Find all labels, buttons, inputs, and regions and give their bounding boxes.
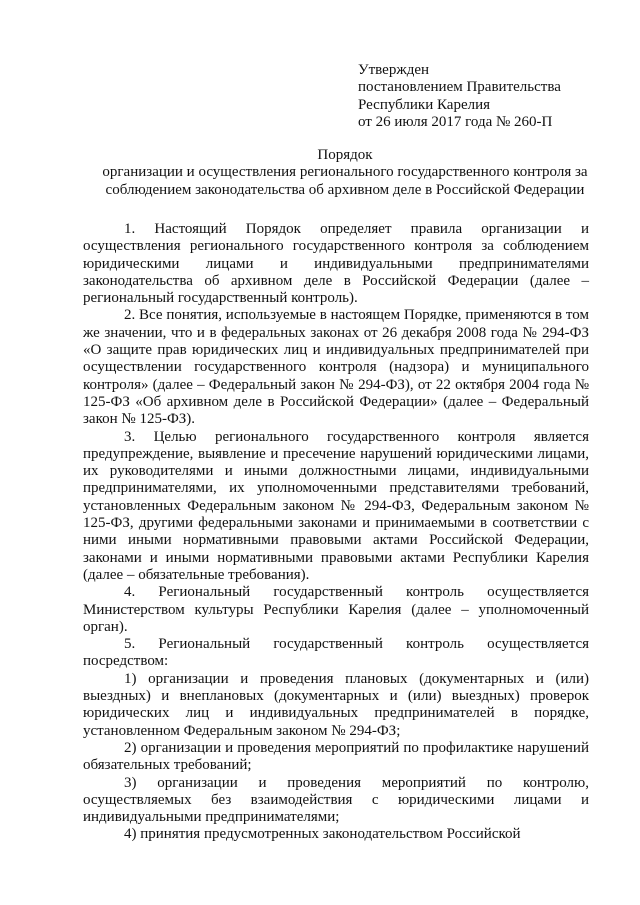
document-title bbox=[80, 147, 610, 199]
subitem-4: 4) принятия предусмотренных законодательством Российской bbox=[124, 826, 521, 843]
paragraph-1: 1. Настоящий Порядок определяет правила организации и осуществления регионального государственного контроля за соблюдением юридическими лицами и индивидуальными предпринимателями законодательства об архивном деле в Российской Федерации (далее – региональный государственный контроль). bbox=[83, 221, 589, 307]
approval-line: Республики Карелия bbox=[358, 96, 491, 113]
approval-line: от 26 июля 2017 года № 260-П bbox=[358, 113, 553, 130]
paragraph-4: 4. Региональный государственный контроль осуществляется Министерством культуры Республики Карелия (далее – уполномоченный орган). bbox=[83, 584, 589, 635]
approval-line: Утвержден bbox=[358, 62, 430, 78]
paragraph-3: 3. Целью регионального государственного контроля является предупреждение, выявление и пресечение нарушений юридическими лицами, их руководителями и иными должностными лицами, индивидуальными предпринимателями, их уполномоченными представителями требований, установленных Федеральным законом № 294-ФЗ, Федеральным законом № 125-ФЗ, другими федеральными законами и принимаемыми в соответствии с ними иными нормативными правовыми актами Российской Федерации, законами и иными нормативными правовыми актами Республики Карелия (далее – обязательные требования). bbox=[83, 428, 589, 583]
paragraph-2: 2. Все понятия, используемые в настоящем Порядке, применяются в том же значении, что и в федеральных законах от 26 декабря 2008 года № 294-ФЗ «О защите прав юридических лиц и индивидуальных предпринимателей при осуществлении государственного контроля (надзора) и муниципального контроля» (далее – Федеральный закон № 294-ФЗ), от 22 октября 2004 года № 125-ФЗ «Об архивном деле в Российской Федерации» (далее – Федеральный закон № 125-ФЗ). bbox=[83, 307, 589, 428]
title-line: соблюдением законодательства об архивном деле в Российской Федерации bbox=[105, 181, 585, 198]
title-line: организации и осуществления регионального государственного контроля за bbox=[102, 164, 588, 181]
subitem-2: 2) организации и проведения мероприятий по профилактике нарушений обязательных требований; bbox=[83, 739, 589, 774]
subitem-3: 3) организации и проведения мероприятий по контролю, осуществляемых без взаимодействия с юридическими лицами и индивидуальными предпринимателями; bbox=[83, 774, 589, 826]
approval-line: постановлением Правительства bbox=[358, 79, 561, 96]
approval-stamp bbox=[358, 62, 628, 131]
paragraph-5: 5. Региональный государственный контроль осуществляется посредством: bbox=[83, 636, 589, 670]
document-body bbox=[83, 221, 589, 844]
subitem-1: 1) организации и проведения плановых (документарных и (или) выездных) и внеплановых (документарных и (или) выездных) проверок юридических лиц и индивидуальных предпринимателей в порядке, установленном Федеральным законом № 294-ФЗ; bbox=[83, 670, 589, 739]
title-heading: Порядок bbox=[317, 147, 373, 163]
